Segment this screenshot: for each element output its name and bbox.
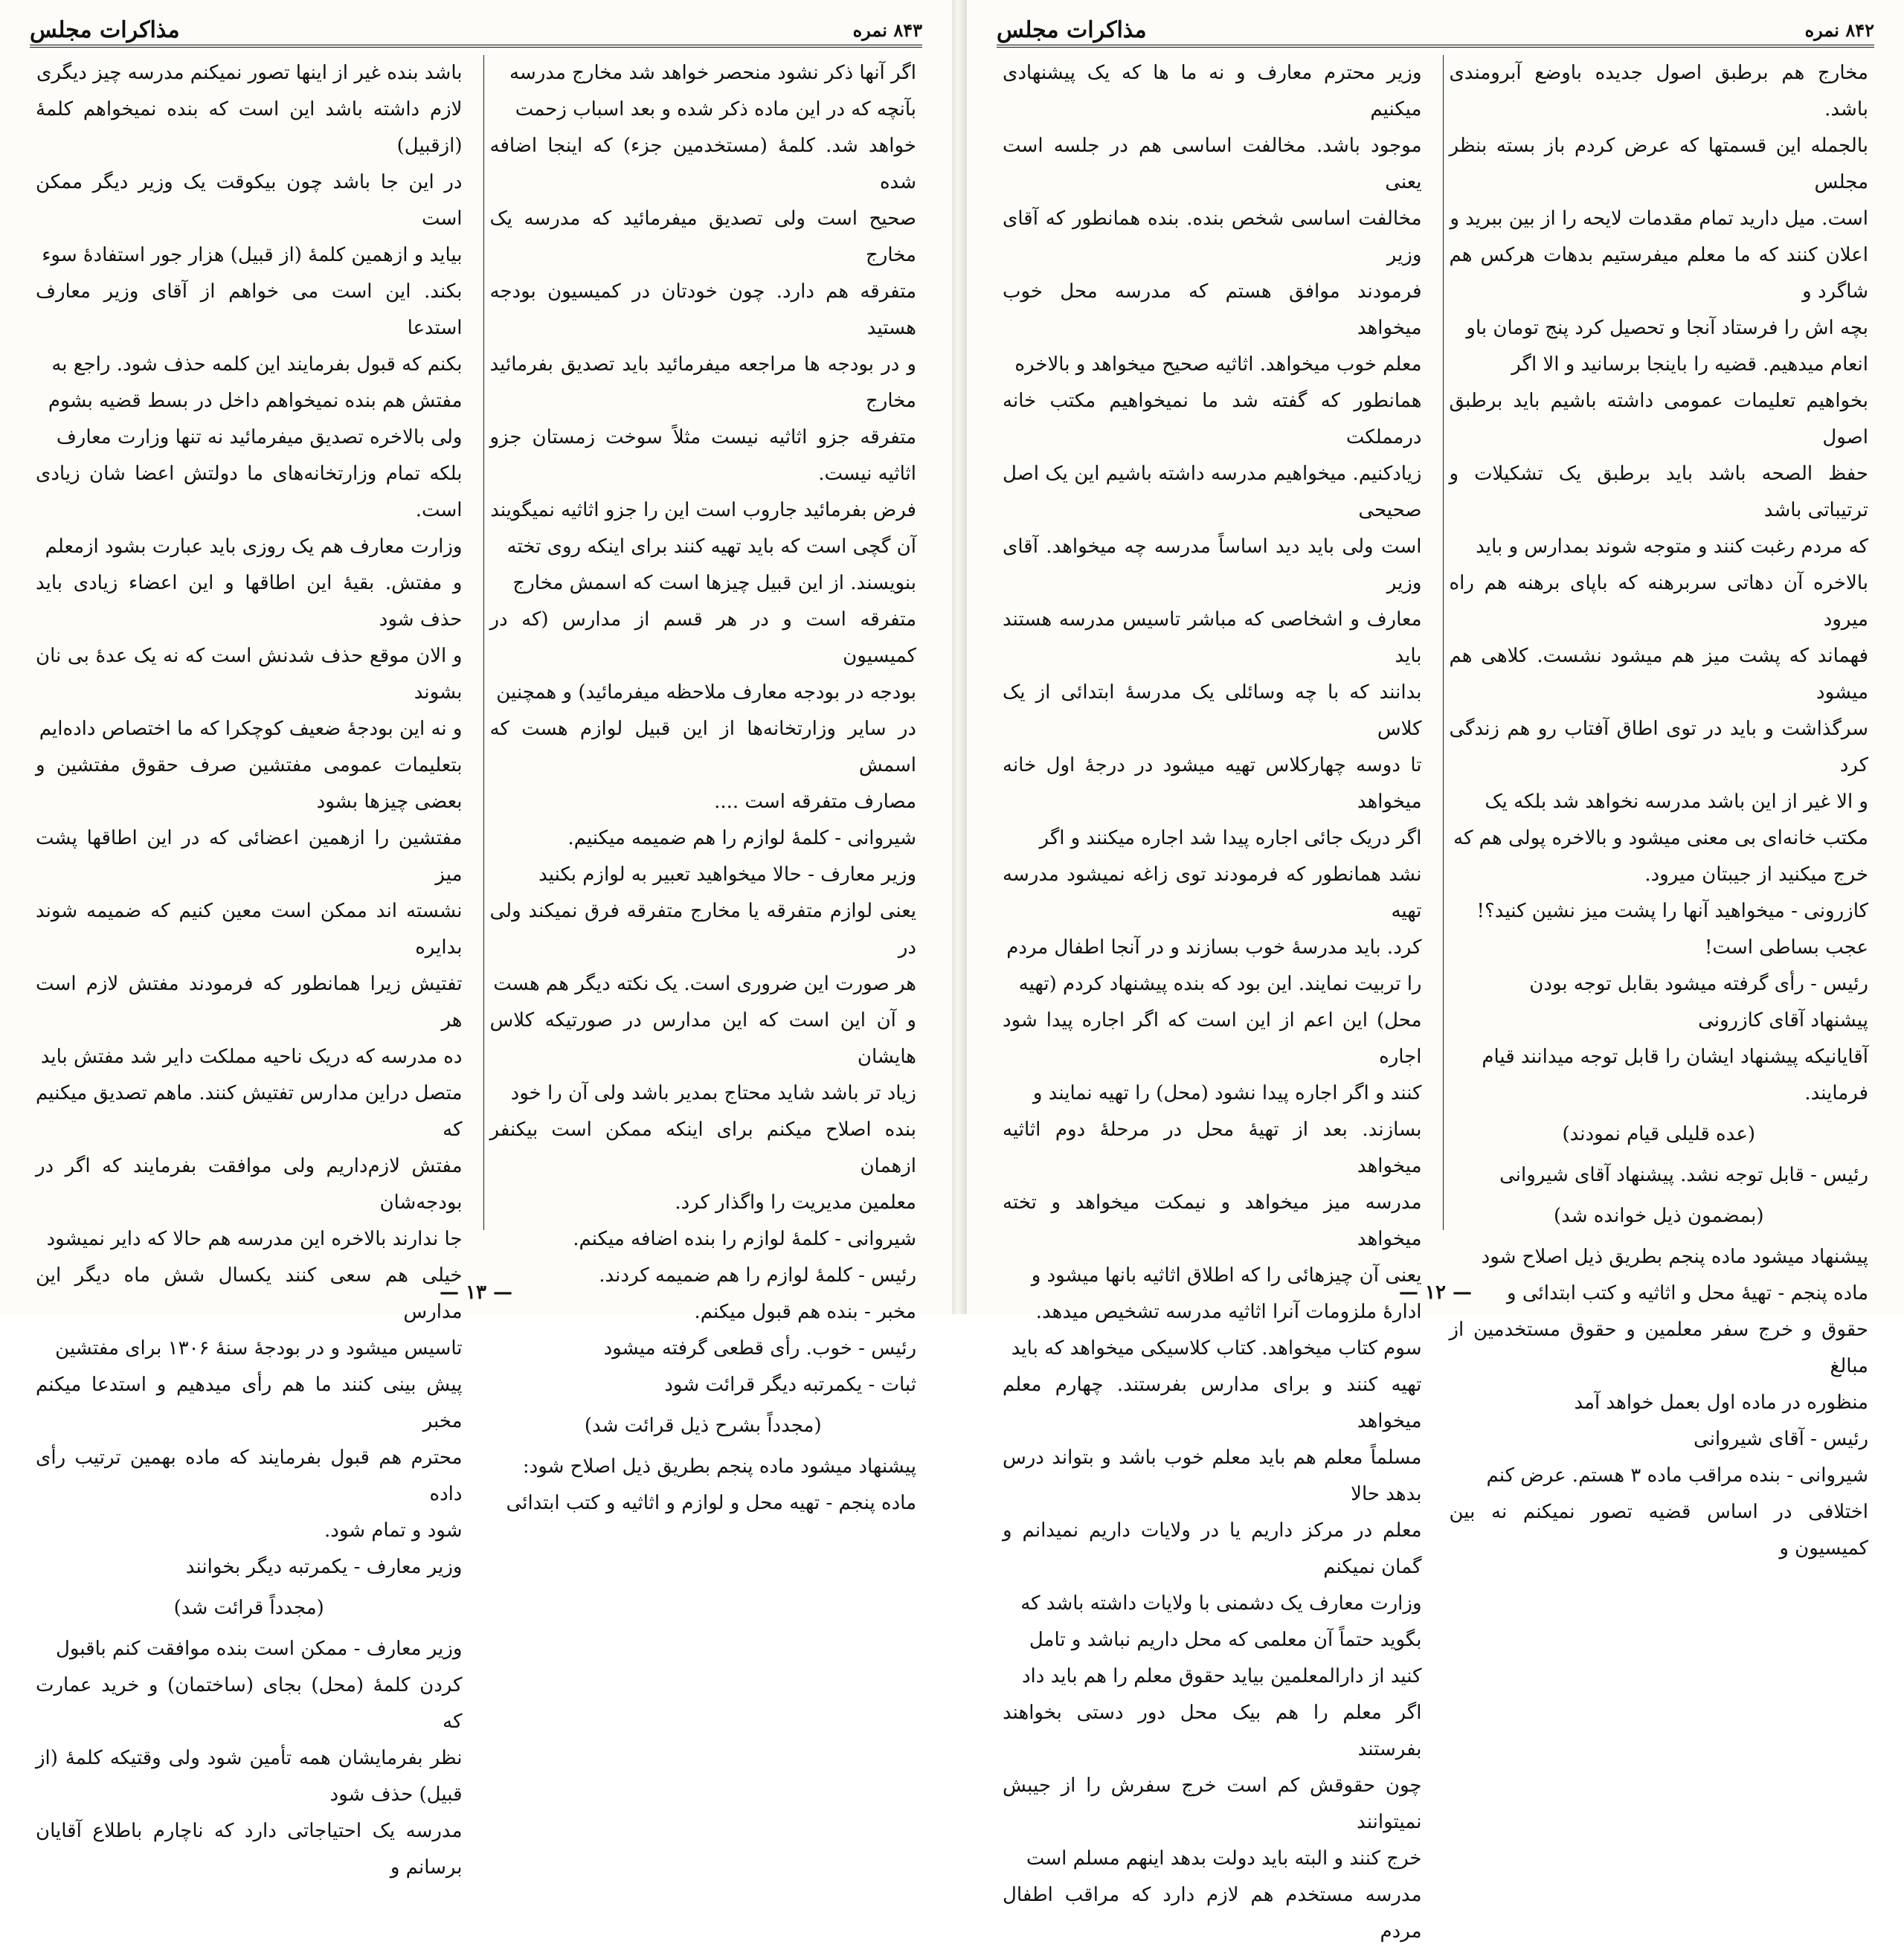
text-line: را تربیت نمایند. این بود که بنده پیشنهاد کردم (تهیه — [1018, 973, 1422, 995]
text-line: اگر آنها ذکر نشود منحصر خواهد شد مخارج مدرسه — [509, 62, 916, 84]
text-line: مفتش هم بنده نمیخواهم داخل در بسط قضیه بشوم — [48, 390, 463, 412]
text-line: مفتشین را ازهمین اعضائی که در این اطاقها پشت میز — [36, 827, 463, 886]
text-line: خرج کنند و البته باید دولت بدهد اینهم مسلم است — [1026, 1847, 1422, 1870]
text-line: آقایانیکه پیشنهاد ایشان را قابل توجه میدانند قیام — [1482, 1046, 1868, 1068]
text-line: بدانند که با چه وسائلی یک مدرسهٔ ابتدائی از یک کلاس — [1003, 681, 1422, 740]
text-line: مفتش لازم‌داریم ولی موافقت بفرمایند که اگر در بودجه‌شان — [36, 1155, 463, 1214]
text-line: شیروانی - کلمهٔ لوازم را بنده اضافه میکنم. — [573, 1228, 916, 1250]
text-line: بودجه در بودجه معارف ملاحظه میفرمائید) و همچنین — [496, 681, 916, 704]
text-line: بالجمله این قسمتها که عرض کردم باز بسته بنظر مجلس — [1449, 135, 1868, 193]
text-line: معارف و اشخاصی که مباشر تاسیس مدرسه هستند باید — [1003, 608, 1422, 667]
right-header-number: ۸۴۲ نمره — [1804, 19, 1874, 41]
text-line: کردن کلمهٔ (محل) بجای (ساختمان) و خرید عمارت که — [36, 1674, 463, 1733]
text-line: رئیس - آقای شیروانی — [1694, 1428, 1868, 1450]
text-line: اعلان کنند که ما معلم میفرستیم بدهات هرکس هم شاگرد و — [1449, 244, 1868, 303]
text-line: محل) این اعم از این است که اگر اجاره پیدا شود اجاره — [1003, 1009, 1422, 1068]
text-line: اگر معلم را هم بیک محل دور دستی بخواهند بفرستند — [1003, 1702, 1422, 1760]
text-line: کرد. باید مدرسهٔ خوب بسازند و در آنجا اطفال مردم — [1006, 936, 1422, 959]
left-page-columns — [30, 55, 922, 1879]
text-line: و در بودجه ها مراجعه میفرمائید باید تصدیق بفرمائید مخارج — [489, 353, 916, 412]
text-line: سوم کتاب میخواهد. کتاب کلاسیکی میخواهد که باید — [1011, 1337, 1422, 1359]
left-page-left-column — [30, 55, 469, 1879]
text-line: تهیه کنند و برای مدارس بفرستند. چهارم معلم میخواهد — [1003, 1374, 1422, 1432]
text-line: مسلماً معلم هم باید معلم خوب باشد و بتواند درس بدهد حالا — [1003, 1447, 1422, 1505]
text-line: مخالفت اساسی شخص بنده. بنده همانطور که آقای وزیر — [1003, 207, 1422, 266]
text-line: بیاید و ازهمین کلمهٔ (از قبیل) هزار جور استفادهٔ سوء — [42, 244, 463, 266]
text-line: و الا غیر از این باشد مدرسه نخواهد شد بلکه یک — [1485, 791, 1868, 813]
text-line: حفظ الصحه باشد باید برطبق یک تشکیلات و ترتیباتی باشد — [1449, 463, 1868, 521]
text-line: سرگذاشت و باید در توی اطاق آفتاب رو هم زندگی کرد — [1449, 718, 1868, 776]
text-line: معلم خوب میخواهد. اثاثیه صحیح میخواهد و بالاخره — [1014, 353, 1422, 376]
text-line: شیروانی - کلمهٔ لوازم را هم ضمیمه میکنیم. — [567, 827, 916, 849]
text-line: خیلی هم سعی کنند یکسال شش ماه دیگر این مدارس — [36, 1264, 463, 1323]
text-line: است ولی باید دید اساساً مدرسه چه میخواهد. آقای وزیر — [1003, 535, 1422, 594]
text-line: رئیس - رأی گرفته میشود بقابل توجه بودن — [1529, 973, 1868, 995]
text-line: (مجدداً قرائت شد) — [173, 1597, 324, 1619]
right-page-right-column — [1443, 55, 1875, 1560]
text-line: بکنم که قبول بفرمایند این کلمه حذف شود. راجع به — [51, 353, 463, 376]
text-line: مخبر - بنده هم قبول میکنم. — [694, 1301, 916, 1323]
text-line: مدرسه یک احتیاجاتی دارد که ناچارم باطلاع آقایان برسانم و — [36, 1820, 463, 1879]
text-line: همانطور که گفته شد ما نمیخواهیم مکتب خانه درمملکت — [1003, 390, 1422, 448]
text-line: پیشنهاد آقای کازرونی — [1698, 1009, 1868, 1032]
text-line: وزیر معارف - ممکن است بنده موافقت کنم باقبول — [56, 1638, 463, 1660]
text-line: (مجدداً بشرح ذیل قرائت شد) — [584, 1415, 822, 1437]
text-line: بالاخره آن دهاتی سربرهنه که باپای برهنه هم راه میرود — [1449, 572, 1868, 631]
text-line: لازم داشته باشد این است که بنده نمیخواهم کلمهٔ (ازقبیل) — [36, 98, 463, 157]
text-line: آن گچی است که باید تهیه کنند برای اینکه روی تخته — [506, 535, 916, 558]
text-line: وزیر معارف - حالا میخواهید تعبیر به لوازم بکنید — [538, 863, 916, 886]
left-page — [0, 0, 952, 1879]
text-line: عجب بساطی است! — [1704, 936, 1868, 959]
text-line: منظوره در ماده اول بعمل خواهد آمد — [1574, 1391, 1868, 1414]
text-line: شیروانی - بنده مراقب ماده ۳ هستم. عرض کنم — [1486, 1464, 1868, 1487]
text-line: وزیر معارف - یکمرتبه دیگر بخوانند — [185, 1556, 463, 1578]
text-line: کازرونی - میخواهید آنها را پشت میز نشین کنید؟! — [1476, 900, 1868, 922]
text-line: تا دوسه چهارکلاس تهیه میشود در درجهٔ اول خانه میخواهد — [1003, 754, 1422, 813]
right-header-title: مذاکرات مجلس — [997, 16, 1147, 43]
text-line: و الان موقع حذف شدنش است که نه یک عدهٔ بی نان بشوند — [36, 645, 463, 704]
text-line: مکتب خانه‌ای بی معنی میشود و بالاخره پولی هم که — [1453, 827, 1868, 849]
text-line: کنند و اگر اجاره پیدا نشود (محل) را تهیه نمایند و — [1032, 1082, 1422, 1104]
text-line: پیشنهاد میشود ماده پنجم بطریق ذیل اصلاح شود: — [522, 1455, 916, 1478]
text-line: اختلافی در اساس قضیه تصور نمیکنم نه بین کمیسیون و — [1449, 1501, 1868, 1560]
text-line: ماده پنجم - تهیهٔ محل و اثاثیه و کتب ابتدائی و — [1507, 1282, 1868, 1304]
text-line: بکند. این است می خواهم از آقای وزیر معارف استدعا — [36, 280, 463, 339]
text-line: اگر دریک جائی اجاره پیدا شد اجاره میکنند و اگر — [1039, 827, 1422, 849]
text-line: ثبات - یکمرتبه دیگر قرائت شود — [664, 1374, 916, 1396]
text-line: بگوید حتماً آن معلمی که محل داریم نباشد و تامل — [1029, 1629, 1422, 1651]
left-header-title: مذاکرات مجلس — [30, 16, 180, 43]
text-line: ادارهٔ ملزومات آنرا اثاثیه مدرسه تشخیص میدهد. — [1035, 1301, 1422, 1323]
text-line: خواهد شد. کلمهٔ (مستخدمین جزء) که اینجا اضافه شده — [489, 135, 916, 193]
text-line: نشد همانطور که فرمودند توی زاغه نمیشود مدرسه تهیه — [1003, 863, 1422, 922]
text-line: تاسیس میشود و در بودجهٔ سنهٔ ۱۳۰۶ برای مفتشین — [55, 1337, 463, 1359]
text-line: بچه اش را فرستاد آنجا و تحصیل کرد پنج تومان باو — [1466, 317, 1868, 339]
text-line: متفرقه است و در هر قسم از مدارس (که در کمیسیون — [489, 608, 916, 667]
text-line: وزارت معارف هم یک روزی باید عبارت بشود ازمعلم — [45, 535, 463, 558]
text-line: رئیس - خوب. رأی قطعی گرفته میشود — [603, 1337, 916, 1359]
text-line: و آن این است که این مدارس در صورتیکه کلاس هایشان — [489, 1009, 916, 1068]
text-line: موجود باشد. مخالفت اساسی هم در جلسه است یعنی — [1003, 135, 1422, 193]
text-line: رئیس - کلمهٔ لوازم را هم ضمیمه کردند. — [599, 1264, 916, 1287]
text-line: فرض بفرمائید جاروب است این را جزو اثاثیه نمیگویند — [490, 499, 916, 521]
left-page-number: — ۱۳ — — [439, 1281, 513, 1304]
text-line: مدرسه میز میخواهد و نیمکت میخواهد و تخته میخواهد — [1003, 1191, 1422, 1250]
text-line: فرمودند موافق هستم که مدرسه محل خوب میخواهد — [1003, 280, 1422, 339]
text-line: محترم هم قبول بفرمایند که ماده بهمین ترتیب رأی داده — [36, 1447, 463, 1505]
text-line: فرمایند. — [1804, 1082, 1868, 1104]
text-line: که مردم رغبت کنند و متوجه شوند بمدارس و باید — [1476, 535, 1868, 558]
text-line: متفرقه هم دارد. چون خودتان در کمیسیون بودجه هستید — [489, 280, 916, 339]
text-line: متفرقه جزو اثاثیه نیست مثلاً سوخت زمستان جزو اثاثیه نیست. — [489, 426, 916, 485]
text-line: یعنی آن چیزهائی را که اطلاق اثاثیه بانها میشود و — [1031, 1264, 1422, 1287]
text-line: ماده پنجم - تهیه محل و لوازم و اثاثیه و کتب ابتدائی — [506, 1492, 916, 1514]
text-line: کنید از دارالمعلمین بیاید حقوق معلم را هم باید داد — [1021, 1665, 1422, 1687]
text-line: بلکه تمام وزارتخانه‌های ما دولتش اعضا شان زیادی است. — [36, 463, 463, 521]
text-line: چون حقوقش کم است خرج سفرش را از جیبش نمیتوانند — [1003, 1774, 1422, 1833]
text-line: مخارج هم برطبق اصول جدیده باوضع آبرومندی باشد. — [1449, 62, 1868, 120]
text-line: انعام میدهیم. قضیه را باینجا برسانید و الا اگر — [1511, 353, 1868, 376]
text-line: تفتیش زیرا همانطور که فرمودند مفتش لازم است هر — [36, 973, 463, 1032]
text-line: است. میل دارید تمام مقدمات لایحه را از بین ببرید و — [1450, 207, 1868, 230]
text-line: وزارت معارف یک دشمنی با ولایات داشته باشد که — [1020, 1592, 1422, 1615]
text-line: نظر بفرمایشان همه تأمین شود ولی وقتیکه کلمهٔ (از قبیل) حذف شود — [36, 1747, 463, 1806]
text-line: حقوق و خرج سفر معلمین و حقوق مستخدمین از مبالغ — [1449, 1319, 1868, 1377]
text-line: (عده قلیلی قیام نمودند) — [1562, 1123, 1755, 1145]
text-line: پیش بینی کنند ما هم رأی میدهیم و استدعا میکنم مخبر — [36, 1374, 463, 1432]
text-line: بخواهیم تعلیمات عمومی داشته باشیم باید برطبق اصول — [1449, 390, 1868, 448]
text-line: هر صورت این ضروری است. یک نکته دیگر هم هست — [493, 973, 916, 995]
left-page-header — [30, 15, 922, 48]
text-line: زیاد تر باشد شاید محتاج بمدیر باشد ولی آن را خود — [510, 1082, 916, 1104]
text-line: خرج میکنید از جیبتان میرود. — [1644, 863, 1868, 886]
text-line: فهماند که پشت میز هم میشود نشست. کلاهی هم میشود — [1449, 645, 1868, 704]
text-line: پیشنهاد میشود ماده پنجم بطریق ذیل اصلاح شود — [1481, 1246, 1868, 1268]
right-page-left-column — [997, 55, 1428, 1943]
left-page-right-column — [483, 55, 923, 1514]
text-line: بنده اصلاح میکنم برای اینکه ممکن است بیکنفر ازهمان — [489, 1119, 916, 1177]
text-line: بنویسند. از این قبیل چیزها است که اسمش مخارج — [512, 572, 916, 594]
text-line: مدرسه مستخدم هم لازم دارد که مراقب اطفال مردم — [1003, 1884, 1422, 1943]
text-line: و مفتش. بقیهٔ این اطاقها و این اعضاء زیادی باید حذف شود — [36, 572, 463, 631]
text-line: و نه این بودجهٔ ضعیف کوچکرا که ما اختصاص داده‌ایم — [39, 718, 463, 740]
page-gutter — [952, 0, 967, 1314]
left-header-number: ۸۴۳ نمره — [852, 19, 922, 41]
text-line: یعنی لوازم متفرقه یا مخارج متفرقه فرق نمیکند ولی در — [489, 900, 916, 959]
right-page-number: — ۱۲ — — [1398, 1281, 1473, 1304]
text-line: مصارف متفرقه است .... — [714, 791, 916, 813]
text-line: (بمضمون ذیل خوانده شد) — [1553, 1205, 1764, 1227]
text-line: در این جا باشد چون بیکوقت یک وزیر دیگر ممکن است — [36, 171, 463, 230]
text-line: در سایر وزارتخانه‌ها از این قبیل لوازم هست که اسمش — [489, 718, 916, 776]
text-line: بتعلیمات عمومی مفتشین صرف حقوق مفتشین و بعضی چیزها بشود — [36, 754, 463, 813]
right-page — [967, 0, 1904, 1943]
text-line: زیادکنیم. میخواهیم مدرسه داشته باشیم این یک اصل صحیحی — [1003, 463, 1422, 521]
text-line: جا ندارند بالاخره این مدرسه هم حالا که دایر نمیشود — [46, 1228, 463, 1250]
text-line: معلمین مدیریت را واگذار کرد. — [675, 1191, 916, 1214]
text-line: صحیح است ولی تصدیق میفرمائید که مدرسه یک مخارج — [489, 207, 916, 266]
text-line: ولی بالاخره تصدیق میفرمائید نه تنها وزارت معارف — [56, 426, 463, 448]
text-line: باشد بنده غیر از اینها تصور نمیکنم مدرسه چیز دیگری — [36, 62, 463, 84]
text-line: رئیس - قابل توجه نشد. پیشنهاد آقای شیروانی — [1499, 1164, 1868, 1186]
right-page-header — [997, 15, 1874, 48]
text-line: ده مدرسه که دریک ناحیه مملکت دایر شد مفتش باید — [40, 1046, 463, 1068]
text-line: بسازند. بعد از تهیهٔ محل در مرحلهٔ دوم اثاثیه میخواهد — [1003, 1119, 1422, 1177]
text-line: متصل دراین مدارس تفتیش کنند. ماهم تصدیق میکنیم که — [36, 1082, 463, 1141]
text-line: وزیر محترم معارف و نه ما ها که یک پیشنهادی میکنیم — [1003, 62, 1422, 120]
text-line: معلم در مرکز داریم یا در ولایات داریم نمیدانم و گمان نمیکنم — [1003, 1519, 1422, 1578]
text-line: نشسته اند ممکن است معین کنیم که ضمیمه شوند بدایره — [36, 900, 463, 959]
text-line: شود و تمام شود. — [324, 1519, 463, 1542]
text-line: بآنچه که در این ماده ذکر شده و بعد اسباب زحمت — [515, 98, 916, 120]
